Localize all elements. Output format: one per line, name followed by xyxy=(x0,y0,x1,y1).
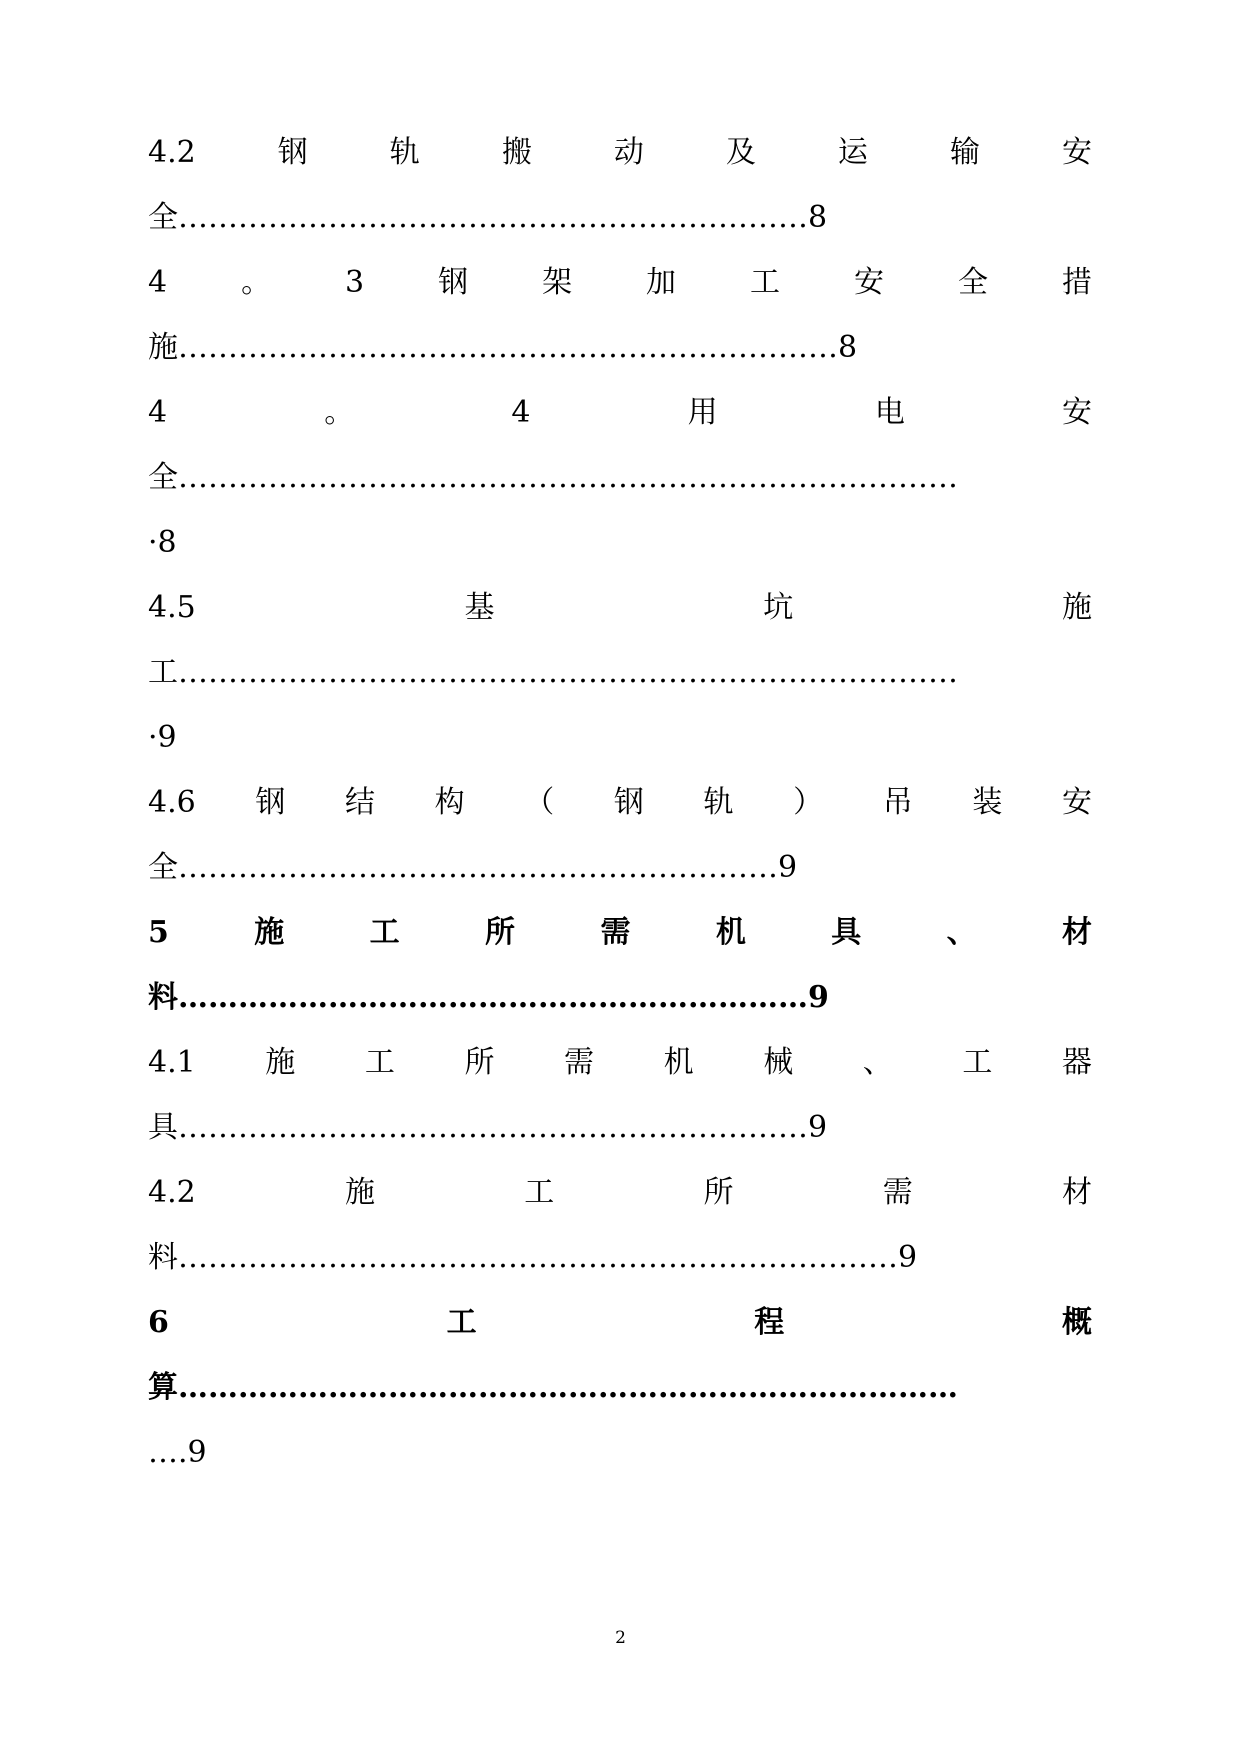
toc-token: 程 xyxy=(754,1305,785,1340)
toc-token: 。 xyxy=(241,265,272,300)
toc-token: 施 xyxy=(254,915,285,950)
toc-entry-heading xyxy=(148,250,1092,315)
toc-token: 工 xyxy=(750,265,780,300)
toc-token: 4 xyxy=(148,395,168,430)
toc-token: 结 xyxy=(344,785,375,820)
toc-token: 具 xyxy=(831,915,862,950)
toc-token: 施 xyxy=(265,1045,296,1080)
toc-token: 用 xyxy=(687,395,718,430)
toc-token: 机 xyxy=(715,915,746,950)
toc-entry-heading xyxy=(148,1290,1092,1355)
toc-token: （ xyxy=(524,785,555,820)
toc-token: ） xyxy=(793,785,824,820)
toc-entry-page-tail: ·8 xyxy=(148,525,177,560)
toc-token: 安 xyxy=(1061,135,1092,170)
toc-token: 措 xyxy=(1061,265,1092,300)
toc-token: 所 xyxy=(703,1175,734,1210)
toc-entry-heading xyxy=(148,1160,1092,1225)
toc-token: 概 xyxy=(1061,1305,1092,1340)
page-number: 2 xyxy=(615,1628,626,1648)
toc-token: 5 xyxy=(148,915,169,950)
toc-token: 工 xyxy=(524,1175,555,1210)
toc-token: 架 xyxy=(542,265,573,300)
toc-token: 装 xyxy=(972,785,1003,820)
toc-token: 安 xyxy=(1061,785,1092,820)
toc-token: 搬 xyxy=(501,135,532,170)
toc-token: 坑 xyxy=(763,590,794,625)
toc-token: 电 xyxy=(874,395,905,430)
toc-entry-leader: 算…………………………………………………………………… xyxy=(148,1370,958,1405)
toc-token: 施 xyxy=(344,1175,375,1210)
toc-token: 输 xyxy=(949,135,980,170)
toc-token: 需 xyxy=(600,915,631,950)
toc-entry-heading xyxy=(148,770,1092,835)
toc-token: 3 xyxy=(345,265,365,300)
toc-token: 吊 xyxy=(882,785,913,820)
toc-token: 机 xyxy=(663,1045,694,1080)
toc-token: 4.2 xyxy=(148,1175,196,1210)
toc-token: 、 xyxy=(862,1045,893,1080)
toc-token: 4 xyxy=(148,265,168,300)
table-of-contents xyxy=(148,120,1092,1485)
toc-token: 4 xyxy=(511,395,531,430)
toc-token: 4.6 xyxy=(148,785,196,820)
toc-token: 工 xyxy=(364,1045,395,1080)
toc-token: 全 xyxy=(957,265,988,300)
toc-token: 钢 xyxy=(277,135,308,170)
toc-token: 施 xyxy=(1061,590,1092,625)
toc-entry-heading xyxy=(148,380,1092,445)
toc-token: 动 xyxy=(613,135,644,170)
toc-entry-leader: 全…………………………………………………………………… xyxy=(148,460,958,495)
toc-token: 运 xyxy=(837,135,868,170)
toc-token: 4.1 xyxy=(148,1045,196,1080)
toc-token: 械 xyxy=(763,1045,794,1080)
toc-entry-leader: 全……………………………………………………9 xyxy=(148,850,798,885)
toc-token: 4.5 xyxy=(148,590,196,625)
toc-token: 需 xyxy=(564,1045,595,1080)
toc-token: 轨 xyxy=(703,785,734,820)
toc-entry-leader: 料………………………………………………………………9 xyxy=(148,1240,918,1275)
toc-entry-heading xyxy=(148,575,1092,640)
toc-token: 钢 xyxy=(438,265,469,300)
toc-token: 、 xyxy=(946,915,977,950)
toc-token: 安 xyxy=(853,265,884,300)
toc-token: 器 xyxy=(1061,1045,1092,1080)
toc-token: 钢 xyxy=(613,785,644,820)
toc-token: 加 xyxy=(646,265,677,300)
toc-entry-leader: 施…………………………………………………………8 xyxy=(148,330,858,365)
toc-token: 安 xyxy=(1061,395,1092,430)
toc-token: 钢 xyxy=(255,785,286,820)
toc-token: 所 xyxy=(485,915,516,950)
toc-token: 材 xyxy=(1061,1175,1092,1210)
toc-entry-heading xyxy=(148,900,1092,965)
toc-entry-page-tail: ·9 xyxy=(148,720,177,755)
toc-token: 构 xyxy=(434,785,465,820)
toc-entry-leader: 工…………………………………………………………………… xyxy=(148,655,958,690)
toc-token: 基 xyxy=(464,590,495,625)
toc-entry-leader: 料………………………………………………………9 xyxy=(148,980,829,1015)
toc-token: 材 xyxy=(1062,915,1092,950)
toc-entry-page-tail: ….9 xyxy=(148,1435,207,1470)
toc-token: 轨 xyxy=(389,135,420,170)
toc-token: 及 xyxy=(725,135,756,170)
toc-token: 4.2 xyxy=(148,135,196,170)
toc-entry-leader: 具………………………………………………………9 xyxy=(148,1110,828,1145)
toc-entry-heading xyxy=(148,1030,1092,1095)
toc-token: 。 xyxy=(324,395,355,430)
toc-token: 工 xyxy=(446,1305,477,1340)
toc-token: 需 xyxy=(882,1175,913,1210)
toc-entry-leader: 全………………………………………………………8 xyxy=(148,200,828,235)
toc-token: 所 xyxy=(464,1045,495,1080)
toc-token: 6 xyxy=(148,1305,169,1340)
toc-token: 工 xyxy=(962,1045,993,1080)
toc-token: 工 xyxy=(369,915,400,950)
toc-entry-heading xyxy=(148,120,1092,185)
